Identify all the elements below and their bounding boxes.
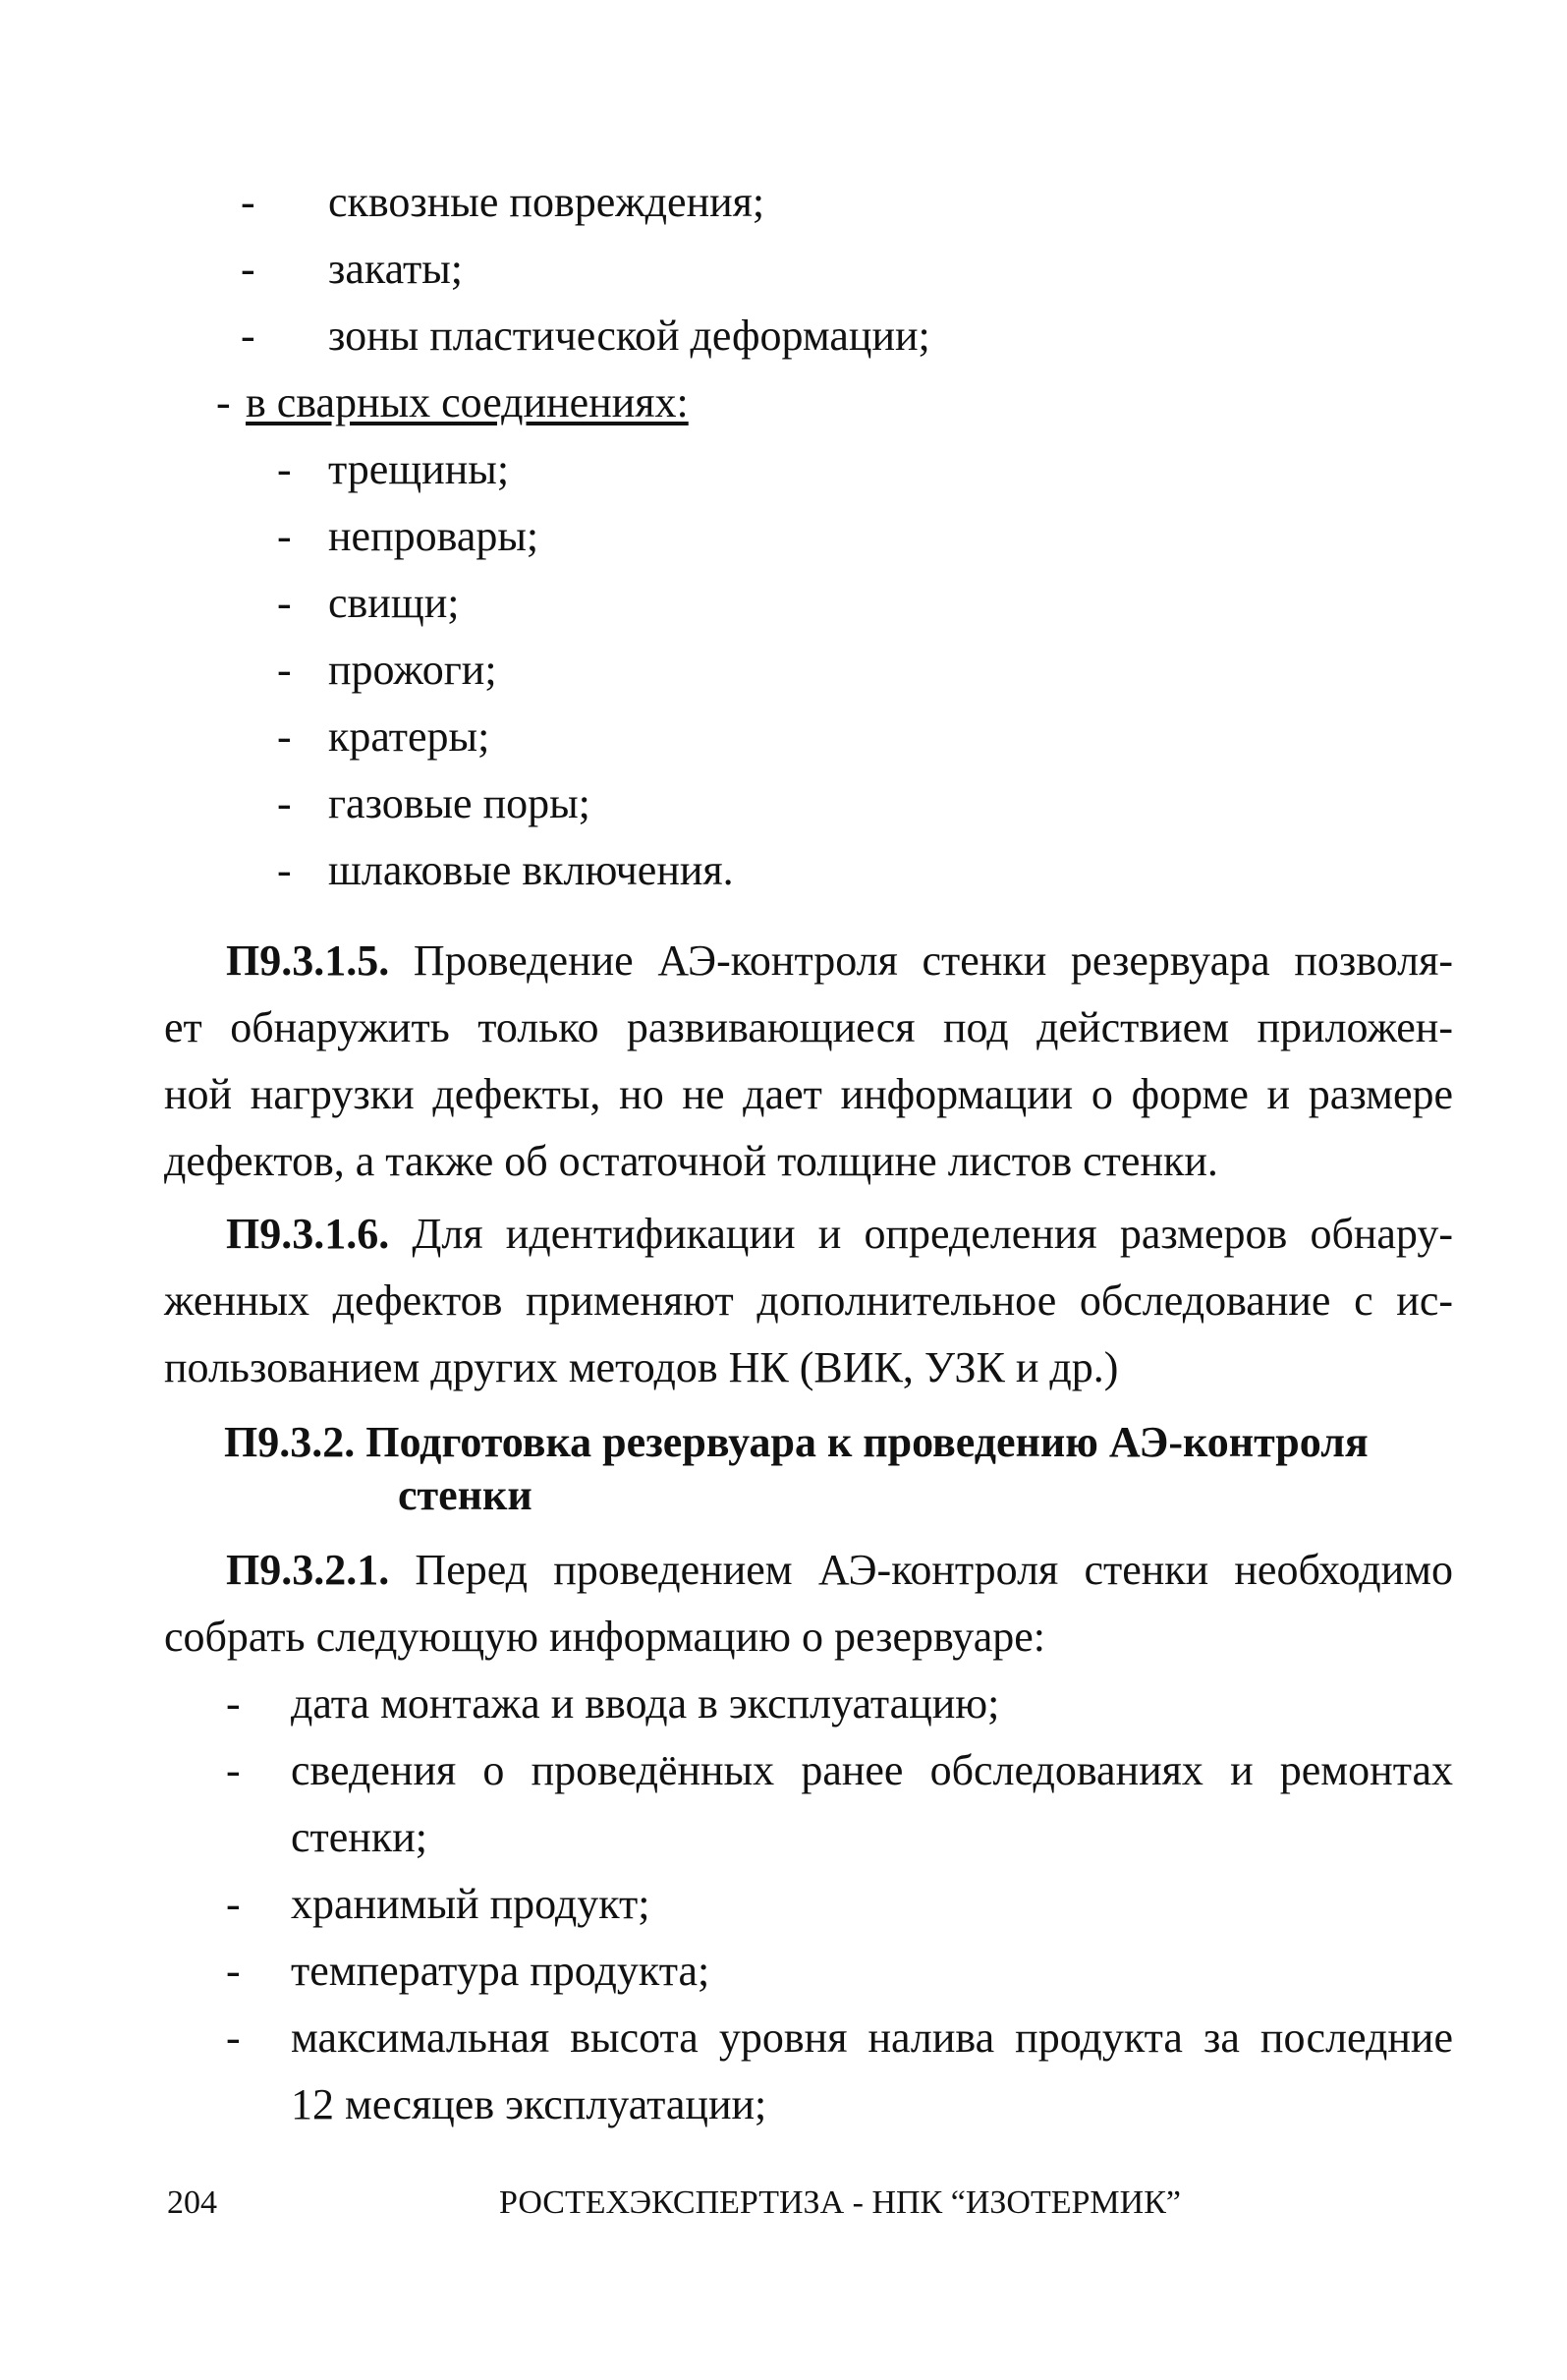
list-item: закаты; [328, 245, 464, 293]
list-bullet: - [277, 445, 292, 493]
paragraph-text: Перед проведением АЭ-контроля стенки необходимо [415, 1546, 1453, 1594]
paragraph-line: дефектов, а также об остаточной толщине листов стенки. [164, 1137, 1218, 1185]
paragraph-line: ной нагрузки дефекты, но не дает информации о форме и размере [164, 1070, 1453, 1118]
paragraph-text: Проведение АЭ-контроля стенки резервуара позволя- [413, 936, 1454, 985]
paragraph-line [226, 1541, 1453, 1600]
list-item: шлаковые включения. [328, 846, 734, 894]
list-bullet: - [277, 712, 292, 761]
section-heading: П9.3.2. Подготовка резервуара к проведению АЭ-контроля [224, 1418, 1369, 1466]
paragraph-line: пользованием других методов НК (ВИК, УЗК и др.) [164, 1343, 1119, 1391]
paragraph-line: ет обнаружить только развивающиеся под действием приложен- [164, 1003, 1453, 1051]
list-item: сведения о проведённых ранее обследованиях и ремонтах [291, 1746, 1453, 1794]
clause-number: П9.3.1.6. [226, 1210, 390, 1258]
list-item: газовые поры; [328, 779, 590, 827]
list-item: хранимый продукт; [291, 1880, 650, 1928]
list-bullet: - [277, 646, 292, 694]
list-bullet: - [226, 1679, 241, 1728]
list-item-cont: стенки; [291, 1813, 427, 1861]
list-item-cont: 12 месяцев эксплуатации; [291, 2080, 767, 2128]
list-item: трещины; [328, 445, 510, 493]
list-item: максимальная высота уровня налива продукта за последние [291, 2013, 1453, 2062]
paragraph-line: женных дефектов применяют дополнительное обследование с ис- [164, 1276, 1453, 1325]
list-bullet: - [277, 846, 292, 894]
list-bullet: - [226, 2013, 241, 2062]
list-bullet: - [277, 779, 292, 827]
page-number: 204 [167, 2184, 217, 2221]
list-item: кратеры; [328, 712, 490, 761]
list-bullet: - [216, 378, 231, 426]
list-bullet: - [277, 512, 292, 560]
list-bullet: - [277, 579, 292, 627]
list-item: температура продукта; [291, 1947, 710, 1995]
paragraph-text: Для идентификации и определения размеров обнару- [412, 1210, 1453, 1258]
list-item: сквозные повреждения; [328, 178, 765, 226]
list-item: зоны пластической деформации; [328, 312, 930, 360]
list-item: непровары; [328, 512, 539, 560]
weld-subheading: в сварных соединениях: [246, 378, 689, 426]
list-item: прожоги; [328, 646, 497, 694]
paragraph-line [226, 932, 1453, 991]
section-heading-cont: стенки [398, 1471, 532, 1519]
clause-number: П9.3.1.5. [226, 936, 390, 985]
list-bullet: - [226, 1947, 241, 1995]
list-bullet: - [241, 245, 255, 293]
list-item: свищи; [328, 579, 460, 627]
paragraph-line [226, 1205, 1453, 1264]
list-item: дата монтажа и ввода в эксплуатацию; [291, 1679, 1000, 1728]
list-bullet: - [226, 1746, 241, 1794]
footer-publisher: РОСТЕХЭКСПЕРТИЗА - НПК “ИЗОТЕРМИК” [499, 2184, 1181, 2221]
list-bullet: - [226, 1880, 241, 1928]
paragraph-line: собрать следующую информацию о резервуаре: [164, 1613, 1045, 1661]
clause-number: П9.3.2.1. [226, 1546, 390, 1594]
list-bullet: - [241, 178, 255, 226]
list-bullet: - [241, 312, 255, 360]
